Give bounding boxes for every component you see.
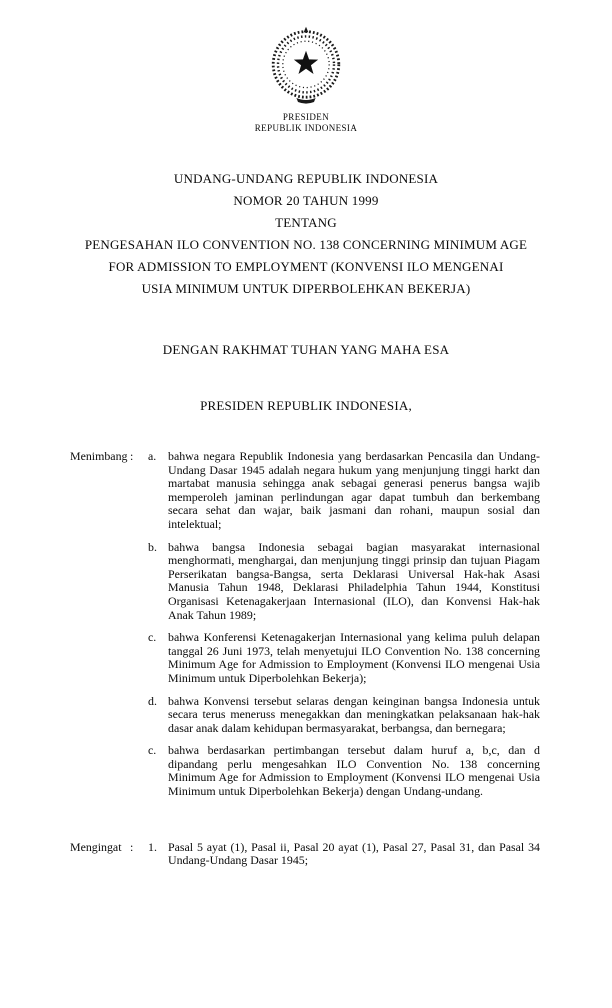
item-text: Pasal 5 ayat (1), Pasal ii, Pasal 20 ayat (1), Pasal 27, Pasal 31, dan Pasal 34 Undang-Undang Dasar 1945;: [168, 839, 540, 868]
menimbang-item-b: [148, 541, 540, 623]
item-marker: a.: [148, 449, 157, 463]
item-marker: d.: [148, 693, 157, 708]
doc-title-line-3: TENTANG: [275, 215, 337, 230]
invocation-line: DENGAN RAKHMAT TUHAN YANG MAHA ESA: [162, 342, 450, 357]
seal-caption: [0, 112, 612, 134]
item-text: bahwa negara Republik Indonesia yang berdasarkan Pencasila dan Undang-Undang Dasar 1945 adalah negara hukum yang menjunjung tinggi harkt dan martabat manusia sehingga anak sebagai generasi penerus bangsa wajib memperoleh jaminan perlindungan agar dapat tumbuh dan berkembang secara sehat dan wajar, baik jasmani dan rohani, maupun sosial dan intelektual;: [168, 449, 540, 531]
menimbang-item-e: [148, 744, 540, 798]
menimbang-item-a: [148, 450, 540, 532]
section-mengingat: [0, 841, 612, 868]
item-text: bahwa Konvensi tersebut selaras dengan keinginan bangsa Indonesia untuk secara terus meneruss menegakkan dan meningkatkan pelaksanaan hak-hak dasar anak dalam kehidupan bermasyarakat, berbangsa, dan bernegara;: [168, 693, 540, 735]
menimbang-item-d: [148, 695, 540, 736]
item-text: bahwa bangsa Indonesia sebagai bagian masyarakat internasional menghormati, menghargai, dan menjunjung tinggi prinsip dan tujuan Piagam Perserikatan bangsa-Bangsa, serta Deklarasi Universal Hak-hak Asasi Manusia Tahun 1948, Deklarasi Philadelphia Tahun 1944, Konstitusi Organisasi Ketenagakerjaan Internasional (ILO), dan Konvensi Hak-hak Anak Tahun 1989;: [168, 539, 540, 622]
doc-title-line-2: NOMOR 20 TAHUN 1999: [233, 193, 379, 208]
seal-caption-line1: PRESIDEN: [282, 112, 330, 122]
menimbang-items: [148, 450, 540, 799]
mengingat-item-1: [148, 841, 540, 868]
doc-title-line-5: FOR ADMISSION TO EMPLOYMENT (KONVENSI ILO MENGENAI: [108, 259, 504, 274]
item-text: bahwa berdasarkan pertimbangan tersebut dalam huruf a, b,c, dan d dipandang perlu mengesahkan ILO Convention No. 138 concerning Minimum Age for Admission to Employment (Konvensi ILO mengenai Usia Minimum untuk Diperbolehkan Bekerja) dengan Undang-undang.: [168, 743, 540, 799]
doc-title-line-1: UNDANG-UNDANG REPUBLIK INDONESIA: [173, 171, 439, 186]
menimbang-colon: :: [130, 449, 134, 463]
issuer-line: PRESIDEN REPUBLIK INDONESIA,: [200, 398, 412, 413]
mengingat-label: Mengingat: [70, 839, 122, 854]
seal-caption-line2: REPUBLIK INDONESIA: [254, 123, 358, 133]
item-marker: c.: [148, 743, 157, 758]
doc-title-line-6: USIA MINIMUM UNTUK DIPERBOLEHKAN BEKERJA): [141, 281, 471, 296]
presidential-seal-icon: [266, 26, 346, 106]
menimbang-item-c: [148, 631, 540, 685]
doc-title-line-4: PENGESAHAN ILO CONVENTION NO. 138 CONCERNING MINIMUM AGE: [84, 237, 528, 252]
item-text: bahwa Konferensi Ketenagakerjan Internasional yang kelima puluh delapan tanggal 26 Juni 1973, telah menyetujui ILO Convention No. 138 concerning Minimum Age for Admission to Employment (Konvensi ILO mengenai Usia Minimum untuk Diperbolehkan Bekerja);: [168, 630, 540, 685]
menimbang-label: Menimbang: [70, 449, 128, 463]
item-marker: b.: [148, 539, 157, 554]
mengingat-colon: :: [130, 839, 134, 854]
item-marker: c.: [148, 630, 157, 645]
section-menimbang: [0, 450, 612, 799]
seal-block: [0, 26, 612, 134]
mengingat-items: [148, 841, 540, 868]
item-marker: 1.: [148, 839, 157, 854]
title-block: [0, 168, 612, 300]
